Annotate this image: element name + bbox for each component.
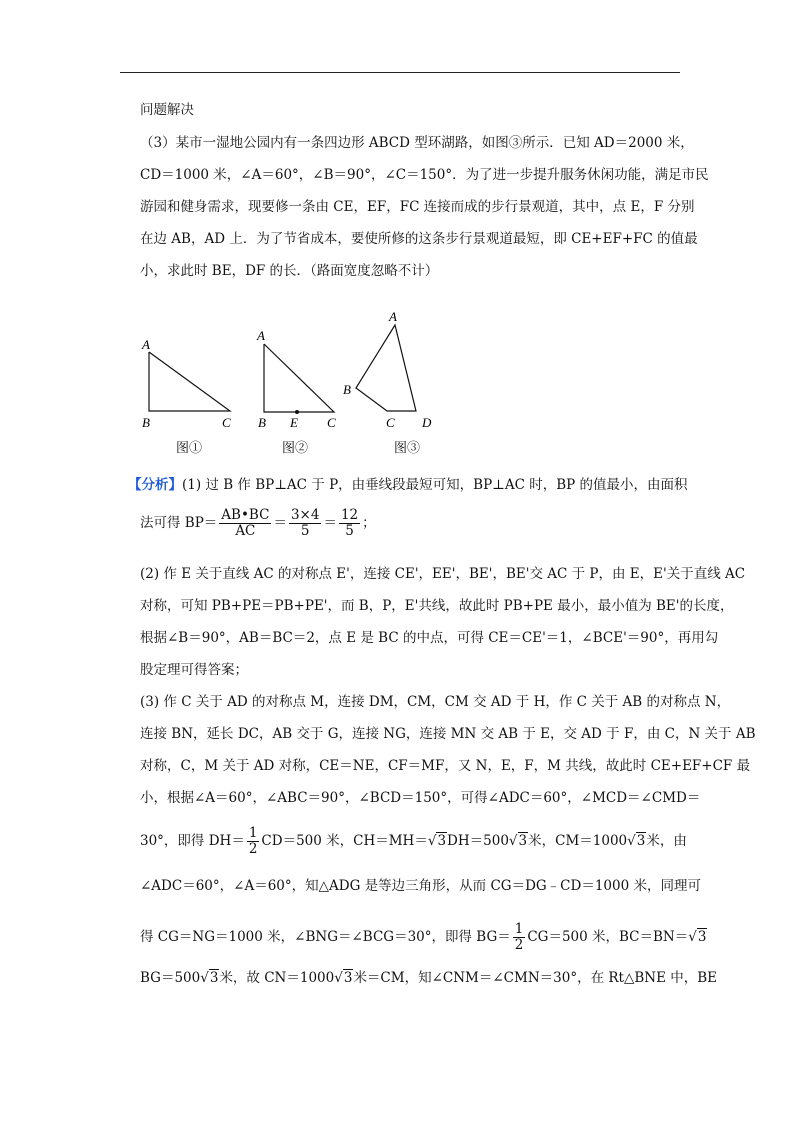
fig3-quadrilateral xyxy=(356,325,416,411)
fraction-3x4-over-5 xyxy=(289,508,322,539)
analysis-p3-line-8: BG＝500√3米，故 CN＝1000√3米＝CM，知∠CNM＝∠CMN＝30°，在 Rt△BNE 中，BE xyxy=(140,970,717,986)
l5-part-b: CD＝500 米，CH＝MH＝ xyxy=(261,832,428,849)
problem-line-1: （3）某市一湿地公园内有一条四边形 ABCD 型环湖路，如图③所示．已知 AD＝2000 米， xyxy=(140,135,694,151)
fig3-caption: 图③ xyxy=(394,440,421,455)
analysis-p1-start: (1) 过 B 作 BP⊥AC 于 P，由垂线段最短可知，BP⊥AC 时，BP 的值最小，由面积 xyxy=(182,477,688,493)
l8-part-b: 米，故 CN＝1000 xyxy=(219,970,335,986)
l5-part-a: 30°，即得 DH＝ xyxy=(140,832,245,849)
l7-frac-num: 1 xyxy=(514,921,524,937)
figure-2 xyxy=(256,328,336,430)
analysis-p3-line-7: 得 CG＝NG＝1000 米，∠BNG＝∠BCG＝30°，即得 BG＝ $\frac{1}{2}$ CG＝500 米，BC＝BN＝√3 xyxy=(140,921,707,953)
analysis-p3-line-6: ∠ADC＝60°，∠A＝60°，知△ADG 是等边三角形，从而 CG＝DG﹣CD＝1000 米，同理可 xyxy=(140,878,701,894)
l8-part-a: BG＝500 xyxy=(140,970,201,986)
fig2-point-e xyxy=(295,410,299,414)
fig2-label-e: E xyxy=(290,415,298,430)
frac2-num: 3×4 xyxy=(290,507,320,523)
fig3-label-c: C xyxy=(386,415,395,430)
analysis-p2-line-3: 根据∠B＝90°，AB＝BC＝2，点 E 是 BC 的中点，可得 CE＝CE'＝1，∠BCE'＝90°，再用勾 xyxy=(140,630,719,646)
analysis-p2-line-2: 对称，可知 PB+PE＝PB+PE'，而 B，P，E'共线，故此时 PB+PE 最小，最小值为 BE'的长度， xyxy=(140,598,734,614)
fig1-label-c: C xyxy=(222,415,231,430)
fraction-12-over-5 xyxy=(339,508,360,539)
formula-end: ； xyxy=(362,514,376,531)
fig1-triangle xyxy=(149,352,230,411)
fig1-label-b: B xyxy=(142,415,150,430)
formula-prefix: 法可得 BP＝ xyxy=(140,514,218,531)
geometry-figures xyxy=(0,300,800,460)
l5-part-e: 米，由 xyxy=(646,832,687,849)
l5-part-c: DH＝500 xyxy=(447,832,509,849)
l7-part-b: CG＝500 米，BC＝BN＝ xyxy=(527,928,689,945)
frac1-den: AC xyxy=(235,522,256,539)
analysis-tag: 【分析】 xyxy=(128,477,182,493)
analysis-p3-line-3: 对称，C，M 关于 AD 对称，CE＝NE，CF＝MF，又 N，E，F，M 共线，故此时 CE+EF+CF 最 xyxy=(140,758,751,774)
problem-line-4: 在边 AB，AD 上．为了节省成本，要使所修的这条步行景观道最短，即 CE+EF+FC 的值最 xyxy=(140,231,698,247)
fig2-caption: 图② xyxy=(282,440,309,455)
problem-line-5: 小，求此时 BE，DF 的长．（路面宽度忽略不计） xyxy=(140,263,439,279)
fraction-one-half-2 xyxy=(513,922,526,953)
analysis-p3-line-5: 30°，即得 DH＝ $\frac{1}{2}$ CD＝500 米，CH＝MH＝√3DH＝500√3米，CM＝1000√3米，由 xyxy=(140,825,687,857)
analysis-formula-line xyxy=(140,508,376,539)
l7-frac-den: 2 xyxy=(514,936,524,953)
frac3-num: 12 xyxy=(340,507,359,523)
l8-part-c: 米＝CM，知∠CNM＝∠CMN＝30°，在 Rt△BNE 中，BE xyxy=(353,970,717,986)
section-title: 问题解决 xyxy=(140,102,194,118)
l5-part-d: 米，CM＝1000 xyxy=(528,832,628,849)
l5-frac-num: 1 xyxy=(248,825,258,841)
analysis-p3-line-1: (3) 作 C 关于 AD 的对称点 M，连接 DM，CM，CM 交 AD 于 H，作 C 关于 AB 的对称点 N， xyxy=(140,694,731,710)
sqrt-3-b: 3 xyxy=(518,832,528,849)
frac1-num: AB•BC xyxy=(221,507,270,523)
figure-1 xyxy=(141,337,231,430)
sqrt-3-d: 3 xyxy=(697,928,707,945)
analysis-p3-line-2: 连接 BN，延长 DC，AB 交于 G，连接 NG，连接 MN 交 AB 于 E，交 AD 于 F，由 C，N 关于 AB xyxy=(140,726,756,742)
problem-line-2: CD＝1000 米，∠A＝60°，∠B＝90°，∠C＝150°．为了进一步提升服务休闲功能，满足市民 xyxy=(140,167,709,183)
frac2-den: 5 xyxy=(300,522,310,539)
analysis-line-1 xyxy=(128,473,688,493)
problem-line-3: 游园和健身需求，现要修一条由 CE，EF，FC 连接而成的步行景观道，其中，点 E，F 分别 xyxy=(140,199,695,215)
sqrt-3-f: 3 xyxy=(343,970,353,986)
eq-sign-1: ＝ xyxy=(273,514,287,531)
fig2-label-b: B xyxy=(258,415,266,430)
eq-sign-2: ＝ xyxy=(323,514,337,531)
fig3-label-b: B xyxy=(343,382,351,397)
sqrt-3-e: 3 xyxy=(209,970,219,986)
analysis-p3-line-4: 小，根据∠A＝60°，∠ABC＝90°，∠BCD＝150°，可得∠ADC＝60°，∠MCD＝∠CMD＝ xyxy=(140,790,701,806)
fig2-label-a: A xyxy=(257,328,265,343)
sqrt-3-c: 3 xyxy=(636,832,646,849)
fig1-caption: 图① xyxy=(176,440,203,455)
fig3-label-d: D xyxy=(422,415,432,430)
fraction-one-half xyxy=(247,826,260,857)
fig2-triangle xyxy=(264,344,334,412)
fraction-ab-bc-over-ac xyxy=(219,508,271,539)
l7-part-a: 得 CG＝NG＝1000 米，∠BNG＝∠BCG＝30°，即得 BG＝ xyxy=(140,928,511,945)
fig3-label-a: A xyxy=(389,309,397,324)
figure-3 xyxy=(343,309,432,430)
fig2-label-c: C xyxy=(327,415,336,430)
header-rule xyxy=(120,72,680,73)
fig1-label-a: A xyxy=(142,337,150,352)
sqrt-3-a: 3 xyxy=(437,832,447,849)
frac3-den: 5 xyxy=(345,522,354,539)
analysis-p2-line-4: 股定理可得答案； xyxy=(140,662,248,678)
l5-frac-den: 2 xyxy=(248,840,258,857)
analysis-p2-line-1: (2) 作 E 关于直线 AC 的对称点 E'，连接 CE'，EE'，BE'，BE'交 AC 于 P，由 E，E'关于直线 AC xyxy=(140,566,746,582)
